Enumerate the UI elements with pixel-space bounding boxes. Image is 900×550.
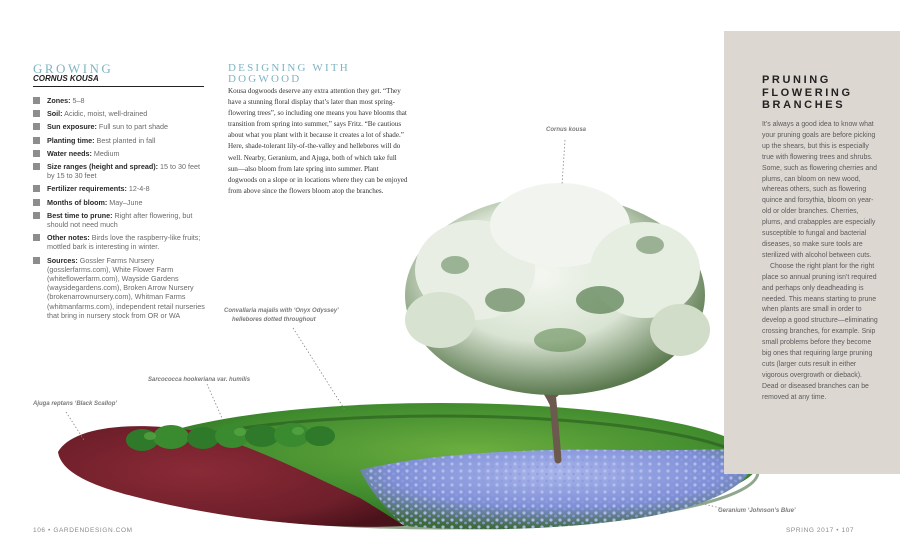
pruning-sidebar-title: PRUNING FLOWERING BRANCHES bbox=[762, 74, 853, 111]
fact-value: Acidic, moist, well-drained bbox=[62, 109, 148, 119]
fact-value: 12-4-8 bbox=[126, 184, 150, 194]
fact-label: Water needs: bbox=[47, 148, 92, 158]
pruning-sidebar-body bbox=[762, 120, 880, 404]
fact-label: Fertilizer requirements: bbox=[47, 184, 127, 194]
designing-heading: DESIGNING WITH DOGWOOD bbox=[228, 62, 350, 85]
folio-right: SPRING 2017 • 107 bbox=[786, 527, 855, 534]
folio-left: 106 • GARDENDESIGN.COM bbox=[33, 527, 133, 534]
pruning-paragraph-2: Choose the right plant for the right place so annual pruning isn’t required and perhaps only deadheading is needed. This means starting to prune when plants are small in order to develop a good structure—eliminating crossing branches, for example. Snip small problems before they become big ones that requiring large pruning cuts (larger cuts result in either vigorous overgrowth or dieback). Dead or diseased branches can be removed at any time. bbox=[762, 262, 878, 401]
fact-label: Other notes: bbox=[47, 233, 90, 243]
label-convallaria: Convallaria majalis with ‘Onyx Odyssey’ bbox=[224, 308, 339, 314]
label-geranium: Geranium ‘Johnson’s Blue’ bbox=[718, 508, 796, 514]
fact-value: Best planted in fall bbox=[94, 135, 156, 145]
designing-body-text: Kousa dogwoods deserve any extra attention they get. “They have a stunning floral display that’s later than most spring-flowering trees”, so including one means you have blooms that transition from spring into summer,” says Fritz. “Be cautious about what you plant with it because it creates a lot of shade.” Here, shade-tolerant lily-of-the-valley and hellebores will do well. Nearby, Geranium, and Ajuga, both of which take full sun—also bloom from late spring into summer. Plant dogwoods on a slope or in locations where they can be enjoyed from above since the flowers bloom atop the branches. bbox=[228, 87, 408, 195]
fact-value: Full sun to part shade bbox=[96, 122, 169, 132]
fact-value: Medium bbox=[91, 148, 120, 158]
fact-label: Size ranges (height and spread): bbox=[47, 162, 159, 172]
growing-subtitle: CORNUS KOUSA bbox=[33, 74, 99, 83]
fact-value: Birds love the raspberry-like fruits; mottled bark is interesting in winter. bbox=[47, 233, 201, 252]
fact-value: 5–8 bbox=[70, 96, 85, 105]
fact-value: May–June bbox=[107, 197, 143, 207]
fact-value: Gossler Farms Nursery (gosslerfarms.com), White Flower Farm (whiteflowerfarm.com), Wayside Gardens (waysidegardens.com), Broken Arrow Nursery (brokenarrownursery.com), Whitman Farms (whitmanfarms.com), independent retail nurseries that bring in nursery stock from OR or WA bbox=[47, 255, 205, 320]
fact-label: Best time to prune: bbox=[47, 210, 113, 220]
fact-label: Soil: bbox=[47, 109, 63, 119]
fact-label: Sun exposure: bbox=[47, 122, 97, 132]
fact-label: Sources: bbox=[47, 255, 78, 265]
label-cornus-kousa: Cornus kousa bbox=[546, 127, 587, 133]
label-convallaria-line2: hellebores dotted throughout bbox=[232, 317, 316, 323]
fact-value: Right after flowering, but should not need much bbox=[47, 210, 193, 230]
fact-label: Planting time: bbox=[47, 135, 95, 145]
fact-value: 15 to 30 feet by 15 to 30 feet bbox=[47, 162, 200, 181]
fact-label: Months of bloom: bbox=[47, 197, 108, 207]
label-sarcococca: Sarcococca hookeriana var. humilis bbox=[148, 377, 251, 383]
label-ajuga: Ajuga reptans ‘Black Scallop’ bbox=[33, 401, 118, 407]
growing-heading: GROWING bbox=[33, 61, 114, 76]
fact-label: Zones: bbox=[47, 96, 71, 105]
dogwood-crown bbox=[405, 183, 710, 395]
pruning-paragraph-1: It’s always a good idea to know what your pruning goals are before picking up the shears, but this is especially true with flowering trees and shrubs. Some, such as flowering cherries and plums, can bloom on new wood, whereas others, such as flowering quince and forsythia, bloom on year-old or older branches. Cherries, plums, and crabapples are especially susceptible to fungal and bacterial diseases, so make sure tools are sterilized with alcohol between cuts. bbox=[762, 121, 877, 259]
